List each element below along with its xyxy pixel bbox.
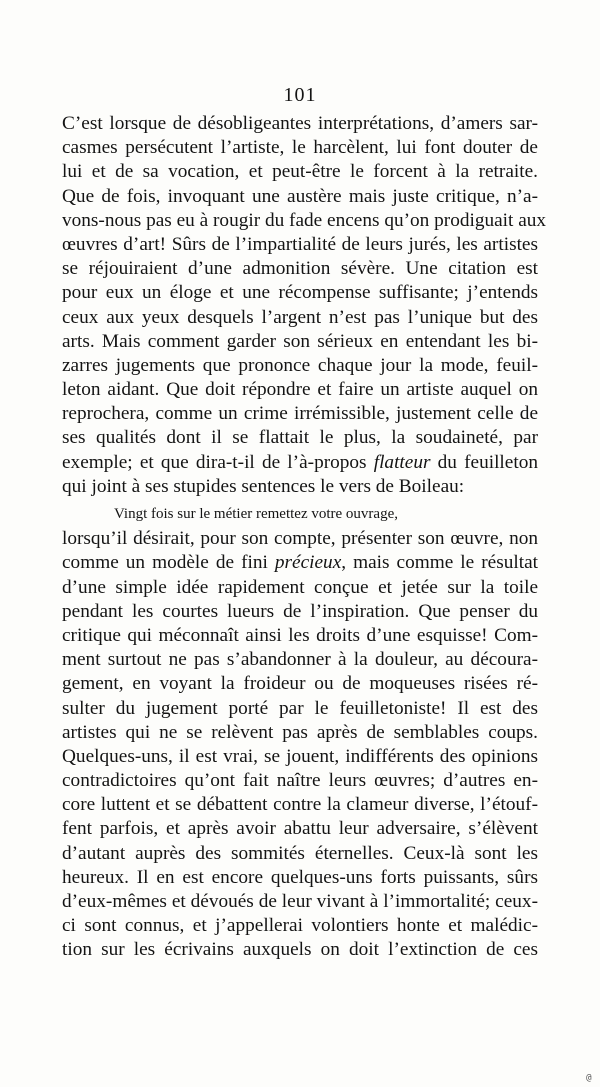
text-line: ci sont connus, et j’appellerai volontiers honte et malédic- [62, 915, 538, 937]
text-line: pendant les courtes lueurs de l’inspiration. Que penser du [62, 600, 538, 622]
italic-word: précieux [274, 552, 342, 574]
text-line: pour eux un éloge et une récompense suffisante; j’entends [62, 282, 538, 304]
text-line: zarres jugements que prononce chaque jour la mode, feuil- [62, 354, 538, 376]
text-line: lui et de sa vocation, et peut-être le forcent à la retraite. [62, 161, 538, 183]
text-line: se réjouiraient d’une admonition sévère. Une citation est [62, 258, 538, 280]
text-line: Quelques-uns, il est vrai, se jouent, indifférents des opinions [62, 745, 538, 767]
text-line: qui joint à ses stupides sentences le vers de Boileau: [62, 475, 465, 497]
body-text [62, 112, 547, 963]
text-line: d’une simple idée rapidement conçue et jetée sur la toile [62, 576, 538, 598]
page-number: 101 [283, 84, 317, 106]
text-line: ment surtout ne pas s’abandonner à la douleur, au découra- [62, 649, 538, 671]
text-line [62, 551, 538, 575]
text-line [62, 451, 538, 475]
text-segment: comme un modèle de fini [62, 552, 275, 574]
text-line: core luttent et se débattent contre la clameur diverse, l’étouf- [62, 794, 538, 816]
text-line: fent parfois, et après avoir abattu leur adversaire, s’élèvent [62, 818, 538, 840]
library-stamp: @ [586, 1073, 592, 1083]
text-line: Que de fois, invoquant une austère mais juste critique, n’a- [62, 185, 538, 207]
text-line: d’autant auprès des sommités éternelles. Ceux-là sont les [62, 842, 538, 864]
text-line: ceux aux yeux desquels l’argent n’est pas l’unique but des [62, 306, 538, 328]
text-segment: exemple; et que dira-t-il de l’à-propos [62, 451, 374, 473]
text-line: tion sur les écrivains auxquels on doit l’extinction de ces [62, 939, 538, 961]
text-line: leton aidant. Que doit répondre et faire un artiste auquel on [62, 379, 538, 401]
text-line: artistes qui ne se relèvent pas après de semblables coups. [62, 721, 538, 743]
paragraph-2 [62, 527, 538, 962]
text-line: sulter du jugement porté par le feuilletoniste! Il est des [62, 697, 538, 719]
text-line: vons-nous pas eu à rougir du fade encens qu’on prodiguait aux [62, 209, 547, 231]
text-line: reprochera, comme un crime irrémissible, justement celle de [62, 403, 538, 425]
text-line: d’eux-mêmes et dévoués de leur vivant à l’immortalité; ceux- [62, 891, 538, 912]
text-segment: , mais comme le résultat [341, 552, 538, 574]
italic-word: flatteur [373, 451, 431, 473]
text-line: gement, en voyant la froideur ou de moqueuses risées ré- [62, 673, 538, 695]
text-line: arts. Mais comment garder son sérieux en entendant les bi- [62, 330, 538, 352]
paragraph-1 [62, 112, 547, 499]
text-line: œuvres d’art! Sûrs de l’impartialité de leurs jurés, les artistes [62, 233, 538, 255]
text-line: contradictoires qu’ont fait naître leurs œuvres; d’autres en- [62, 770, 538, 792]
text-segment: du feuilleton [430, 451, 538, 473]
verse-quotation: Vingt fois sur le métier remettez votre ouvrage, [114, 506, 398, 522]
text-line: critique qui méconnaît ainsi les droits d’une esquisse! Com- [62, 624, 538, 646]
text-line: ses qualités dont il se flattait le plus, la soudaineté, par [62, 427, 538, 449]
text-line: C’est lorsque de désobligeantes interprétations, d’amers sar- [62, 113, 538, 134]
text-line: lorsqu’il désirait, pour son compte, présenter son œuvre, non [62, 528, 538, 550]
text-line: casmes persécutent l’artiste, le harcèlent, lui font douter de [62, 137, 538, 159]
text-line: heureux. Il en est encore quelques-uns forts puissants, sûrs [62, 866, 538, 888]
